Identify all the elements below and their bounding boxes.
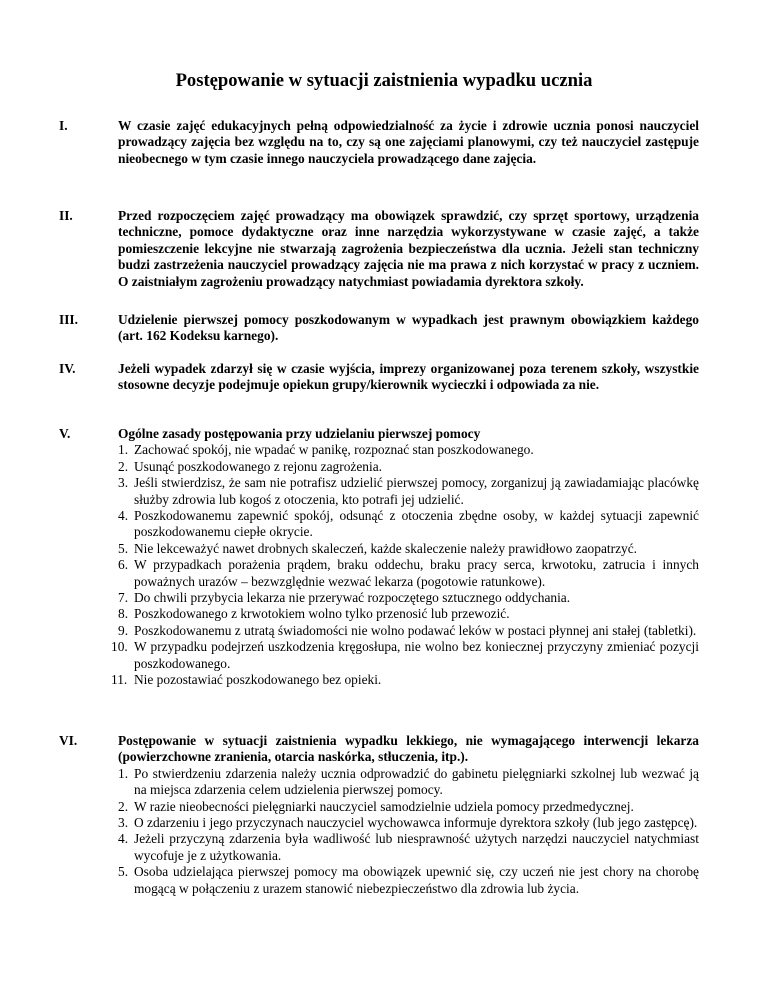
list-item: 4. Poszkodowanemu zapewnić spokój, odsunąć z otoczenia zbędne osoby, w każdej sytuacji zapewnić poszkodowanemu ciepłe okrycie. (118, 508, 699, 540)
rules-list (111, 442, 699, 688)
section-number: V. (59, 426, 71, 441)
section-number: III. (59, 312, 78, 327)
page-title: Postępowanie w sytuacji zaistnienia wypadku ucznia (175, 70, 593, 91)
section-heading: Ogólne zasady postępowania przy udzielaniu pierwszej pomocy (118, 426, 481, 441)
section-number: I. (59, 118, 68, 133)
list-item: 2. W razie nieobecności pielęgniarki nauczyciel samodzielnie udziela pomocy przedmedycznej. (118, 798, 634, 814)
list-item: 3. Jeśli stwierdzisz, że sam nie potrafisz udzielić pierwszej pomocy, zorganizuj ją zawiadamiając placówkę służby zdrowia lub kogoś z otoczenia, kto potrafi jej udzielić. (118, 475, 699, 507)
list-item: 1. Po stwierdzeniu zdarzenia należy ucznia odprowadzić do gabinetu pielęgniarki szkolnej lub wezwać ją na miejsca zdarzenia celem udzielenia pierwszej pomocy. (118, 765, 699, 798)
list-item: 6. W przypadkach porażenia prądem, braku oddechu, braku pracy serca, krwotoku, zatrucia i innych poważnych urazów – bezwzględnie wezwać lekarza (pogotowie ratunkowe). (118, 557, 699, 589)
list-item: 5. Osoba udzielająca pierwszej pomocy ma obowiązek upewnić się, czy uczeń nie jest chory na chorobę mogącą w połączeniu z urazem stanowić niebezpieczeństwo dla zdrowia lub życia. (118, 864, 699, 896)
list-item: 3. O zdarzeniu i jego przyczynach nauczyciel wychowawca informuje dyrektora szkoły (lub jego zastępcę). (118, 815, 698, 831)
section-text: Udzielenie pierwszej pomocy poszkodowanym w wypadkach jest prawnym obowiązkiem każdego (art. 162 Kodeksu karnego). (118, 312, 699, 344)
section-text: Jeżeli wypadek zdarzył się w czasie wyjścia, imprezy organizowanej poza terenem szkoły, wszystkie stosowne decyzje podejmuje opiekun grupy/kierownik wycieczki i odpowiada za nie. (118, 361, 699, 393)
section-text: W czasie zajęć edukacyjnych pełną odpowiedzialność za życie i zdrowie ucznia ponosi nauczyciel prowadzący zajęcia bez względu na to, czy są one zajęciami planowymi, czy też nauczyciel zastępuje nieobecnego w tym czasie innego nauczyciela prowadzącego dane zajęcia. (118, 118, 699, 166)
section-3 (59, 312, 699, 345)
section-4 (59, 361, 699, 394)
list-item: 11. Nie pozostawiać poszkodowanego bez opieki. (111, 672, 382, 688)
section-number: IV. (59, 361, 76, 376)
list-item: 10. W przypadku podejrzeń uszkodzenia kręgosłupa, nie wolno bez koniecznej przyczyny zmieniać pozycji poszkodowanego. (111, 639, 699, 671)
list-item: 5. Nie lekceważyć nawet drobnych skaleczeń, każde skaleczenie należy prawidłowo zaopatrzyć. (118, 540, 637, 556)
procedure-list (118, 766, 699, 897)
list-item: 2. Usunąć poszkodowanego z rejonu zagrożenia. (118, 458, 383, 474)
section-heading: Postępowanie w sytuacji zaistnienia wypadku lekkiego, nie wymagającego interwencji lekarza (powierzchowne zranienia, otarcia naskórka, stłuczenia, itp.). (118, 733, 699, 765)
list-item: 8. Poszkodowanego z krwotokiem wolno tylko przenosić lub przewozić. (118, 606, 510, 622)
section-5 (59, 426, 699, 689)
section-2 (59, 208, 699, 290)
section-1 (59, 118, 699, 167)
section-body (118, 733, 699, 897)
section-body (111, 426, 699, 689)
section-number: VI. (59, 733, 78, 748)
list-item: 9. Poszkodowanemu z utratą świadomości nie wolno podawać leków w postaci płynnej ani stałej (tabletki). (118, 622, 697, 638)
section-number: II. (59, 208, 73, 223)
section-text: Przed rozpoczęciem zajęć prowadzący ma obowiązek sprawdzić, czy sprzęt sportowy, urządzenia techniczne, pomoce dydaktyczne oraz inne narzędzia wykorzystywane w czasie zajęć, a także pomieszczenie lekcyjne nie stwarzają zagrożenia bezpieczeństwa dla ucznia. Jeżeli stan techniczny budzi zastrzeżenia nauczyciel prowadzący zajęcia nie ma prawa z nich korzystać w pracy z uczniem. O zaistniałym zagrożeniu prowadzący natychmiast powiadamia dyrektora szkoły. (118, 208, 699, 289)
list-item: 7. Do chwili przybycia lekarza nie przerywać rozpoczętego sztucznego oddychania. (118, 590, 571, 606)
list-item: 1. Zachować spokój, nie wpadać w panikę, rozpoznać stan poszkodowanego. (118, 442, 534, 458)
list-item: 4. Jeżeli przyczyną zdarzenia była wadliwość lub niesprawność użytych narzędzi nauczyciel natychmiast wycofuje je z użytkowania. (118, 831, 699, 863)
section-6 (59, 733, 699, 897)
